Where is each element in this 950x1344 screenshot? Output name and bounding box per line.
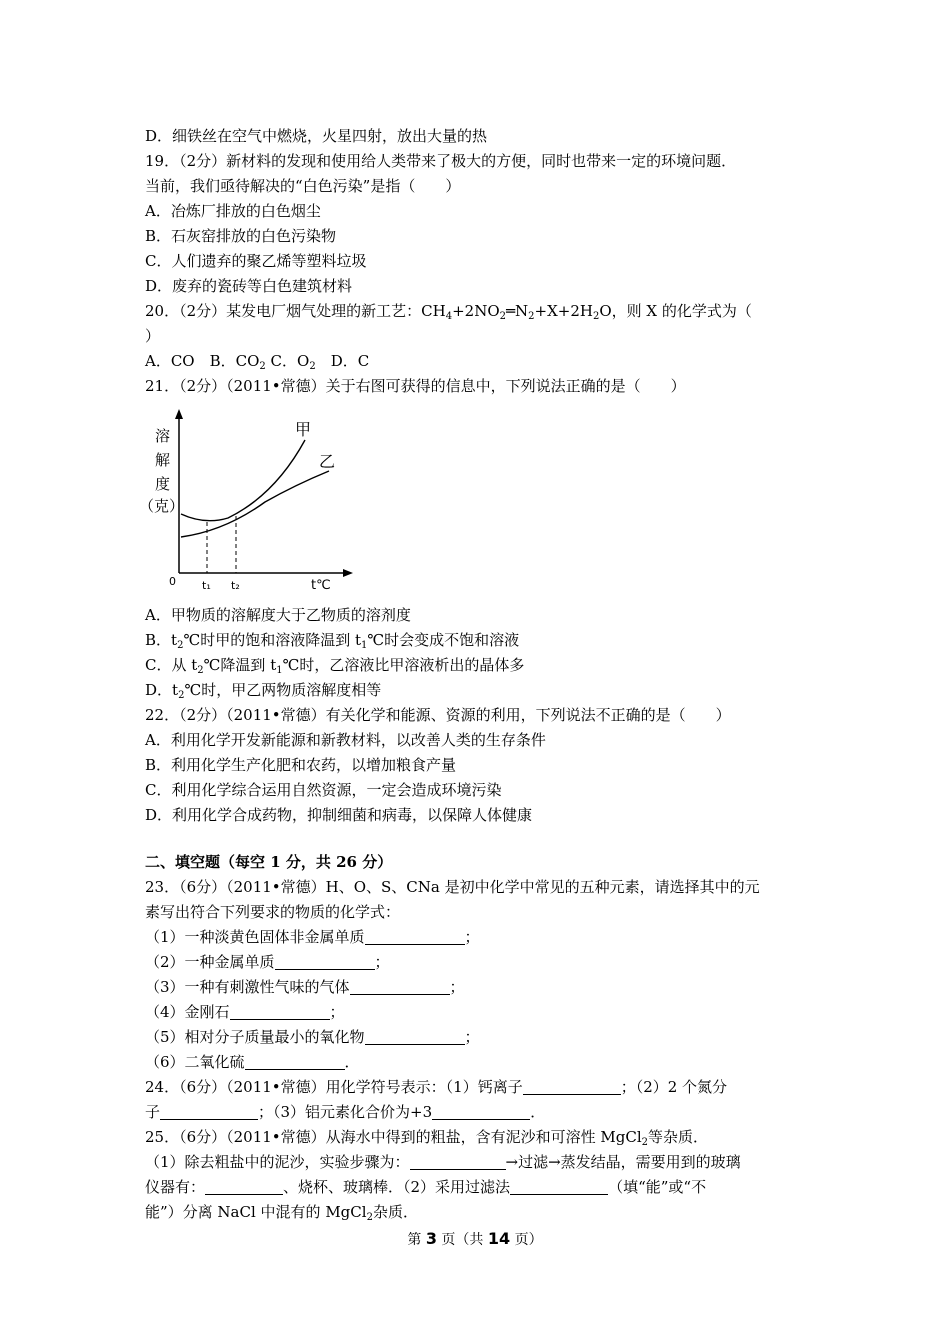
answer-blank[interactable]	[365, 928, 465, 945]
q21-option-c: C．从 $t_2℃$降温到 $t_1℃$时，乙溶液比甲溶液析出的晶体多	[145, 656, 525, 676]
origin-label: 0	[169, 575, 176, 588]
answer-blank[interactable]	[410, 1153, 506, 1170]
q21-option-a: A．甲物质的溶解度大于乙物质的溶剂度	[145, 606, 411, 624]
curve-jia	[181, 440, 305, 521]
t2-label: t₂	[231, 579, 240, 592]
y-axis-arrow	[175, 409, 183, 419]
q23-item-4: （4）金刚石 ；	[145, 1003, 345, 1021]
answer-blank[interactable]	[160, 1103, 258, 1120]
q23-item-6: （6）二氧化硫 ．	[145, 1053, 360, 1071]
q22-option-b: B．利用化学生产化肥和农药，以增加粮食产量	[145, 756, 457, 774]
q25-line1: 25．（6分）（2011•常德）从海水中得到的粗盐，含有泥沙和可溶性 MgCl$_2$等杂质．	[145, 1128, 709, 1148]
page-footer: 第 3 页（共 14 页）	[407, 1229, 543, 1248]
q22-option-c: C．利用化学综合运用自然资源，一定会造成环境污染	[145, 781, 502, 799]
x-axis-arrow	[343, 569, 353, 577]
curve-yi	[181, 471, 329, 537]
q23-stem-line2: 素写出符合下列要求的物质的化学式：	[145, 903, 401, 921]
curve-jia-label: 甲	[295, 420, 312, 439]
q19-option-a: A．冶炼厂排放的白色烟尘	[145, 202, 321, 220]
answer-blank[interactable]	[350, 978, 450, 995]
answer-blank[interactable]	[523, 1078, 621, 1095]
ylabel-char-2: 解	[155, 451, 171, 469]
page-number: 3	[425, 1229, 437, 1248]
q23-item-5: （5）相对分子质量最小的氧化物 ；	[145, 1028, 480, 1046]
ylabel-char-1: 溶	[155, 427, 171, 445]
q20-stem-close: ）	[145, 327, 161, 345]
q19-stem-line1: 19．（2分）新材料的发现和使用给人类带来了极大的方便，同时也带来一定的环境问题．	[145, 152, 737, 170]
answer-blank[interactable]	[230, 1003, 330, 1020]
answer-blank[interactable]	[432, 1103, 530, 1120]
section-2-heading: 二、填空题（每空 1 分，共 26 分）	[145, 853, 393, 871]
q25-line3: 仪器有： 、烧杯、玻璃棒．（2）采用过滤法 （填“能”或“不	[145, 1178, 707, 1196]
q24-line2: 子 ；（3）铝元素化合价为+3 ．	[145, 1103, 546, 1121]
answer-blank[interactable]	[365, 1028, 465, 1045]
q19-option-c: C．人们遗弃的聚乙烯等塑料垃圾	[145, 252, 367, 270]
answer-blank[interactable]	[245, 1053, 345, 1070]
q25-line4: 能”）分离 NaCl 中混有的 MgCl$_2$杂质．	[145, 1203, 418, 1223]
q23-item-1: （1）一种淡黄色固体非金属单质 ；	[145, 928, 480, 946]
t1-label: t₁	[202, 579, 211, 592]
q23-stem-line1: 23．（6分）（2011•常德）H、O、S、CNa 是初中化学中常见的五种元素，请选择其中的元	[145, 878, 760, 896]
q25-line2: （1）除去粗盐中的泥沙，实验步骤为： →过滤→蒸发结晶，需要用到的玻璃	[145, 1153, 741, 1171]
q20-options: A．CO B．$CO_2$ C．$O_2$ D．C	[145, 352, 370, 372]
page-total: 14	[487, 1229, 511, 1248]
q19-option-d: D．废弃的瓷砖等白色建筑材料	[145, 277, 353, 295]
q24-line1: 24．（6分）（2011•常德）用化学符号表示：（1）钙离子 ；（2）2 个氮分	[145, 1078, 728, 1096]
ylabel-char-3: 度	[155, 475, 171, 493]
q22-option-a: A．利用化学开发新能源和新教材料，以改善人类的生存条件	[145, 731, 546, 749]
ylabel-char-4: （克）	[139, 497, 185, 515]
q21-option-d: D．$t_2℃$时，甲乙两物质溶解度相等	[145, 681, 382, 701]
q23-item-3: （3）一种有刺激性气味的气体 ；	[145, 978, 465, 996]
q21-stem: 21．（2分）（2011•常德）关于右图可获得的信息中，下列说法正确的是（ ）	[145, 377, 686, 395]
q22-stem: 22．（2分）（2011•常德）有关化学和能源、资源的利用，下列说法不正确的是（ ）	[145, 706, 731, 724]
q22-option-d: D．利用化学合成药物，抑制细菌和病毒，以保障人体健康	[145, 806, 533, 824]
solubility-curve-figure	[135, 405, 375, 595]
answer-blank[interactable]	[275, 953, 375, 970]
q23-item-2: （2）一种金属单质 ；	[145, 953, 390, 971]
q19-stem-line2: 当前，我们亟待解决的“白色污染”是指（ ）	[145, 177, 461, 195]
q20-stem: 20．（2分）某发电厂烟气处理的新工艺：$CH_4+2NO_2═N_2+X+2H_2O$，则 X 的化学式为（	[145, 302, 752, 322]
q21-option-b: B．$t_2℃$时甲的饱和溶液降温到 $t_1℃$时会变成不饱和溶液	[145, 631, 520, 651]
q19-option-b: B．石灰窑排放的白色污染物	[145, 227, 337, 245]
q18-option-d: D．细铁丝在空气中燃烧，火星四射，放出大量的热	[145, 127, 488, 145]
answer-blank[interactable]	[205, 1178, 283, 1195]
answer-blank[interactable]	[510, 1178, 608, 1195]
curve-yi-label: 乙	[319, 452, 336, 471]
document-body	[139, 124, 810, 1225]
x-axis-label: t℃	[311, 578, 331, 593]
